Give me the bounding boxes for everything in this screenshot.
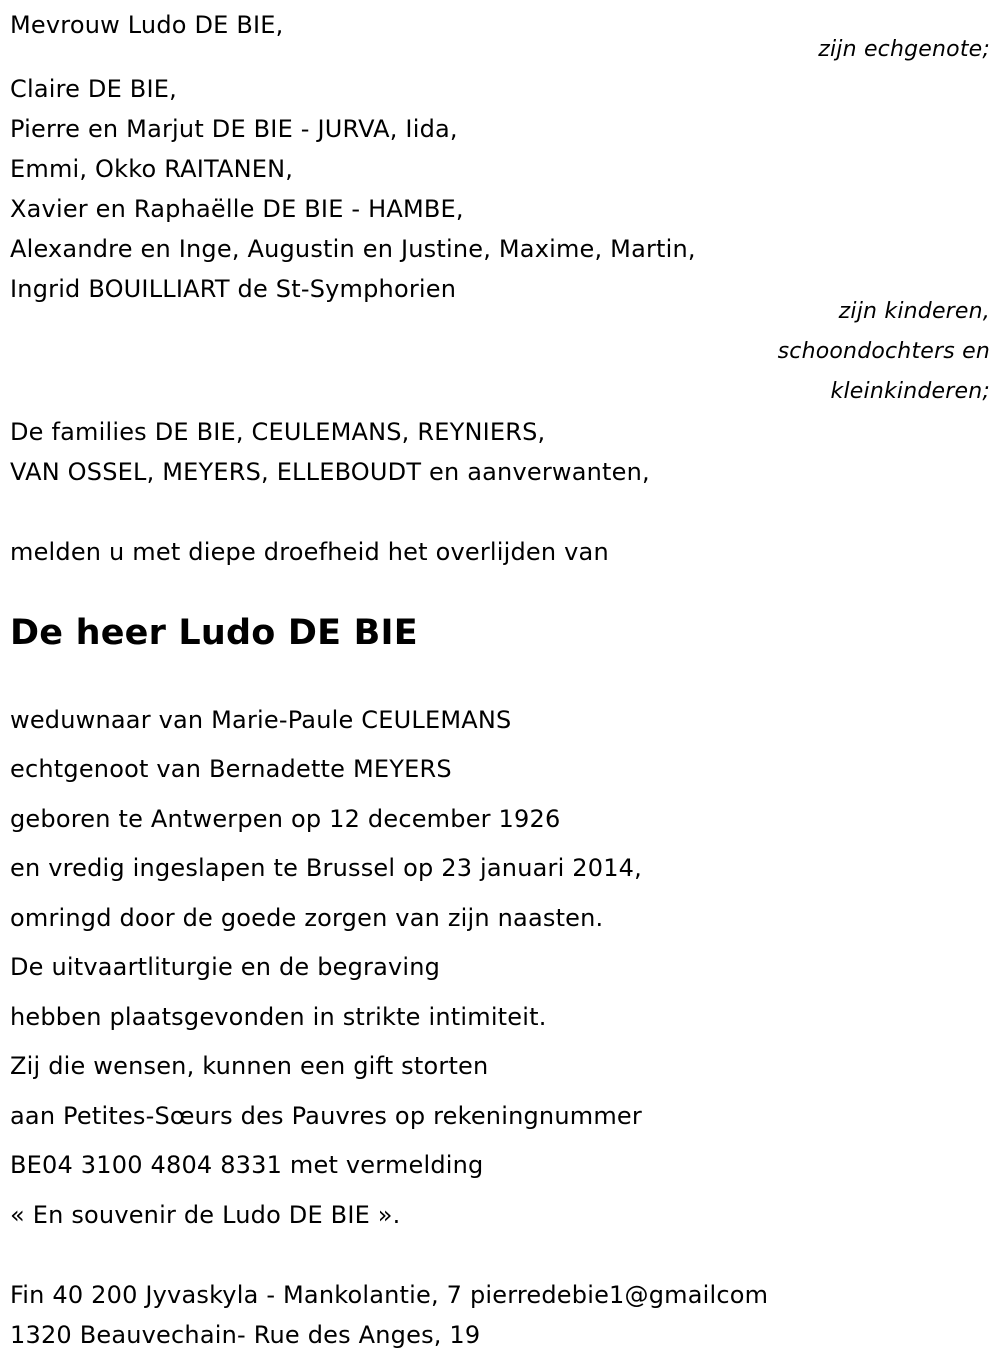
- detail-line: echtgenoot van Bernadette MEYERS: [10, 755, 452, 783]
- detail-line: geboren te Antwerpen op 12 december 1926: [10, 805, 561, 833]
- families-line: De families DE BIE, CEULEMANS, REYNIERS,: [10, 418, 546, 446]
- detail-line: aan Petites-Sœurs des Pauvres op rekeningnummer: [10, 1102, 642, 1130]
- detail-line: De uitvaartliturgie en de begraving: [10, 953, 441, 981]
- children-line: Alexandre en Inge, Augustin en Justine, Maxime, Martin,: [10, 235, 696, 263]
- children-line: Ingrid BOUILLIART de St-Symphorien: [10, 275, 457, 303]
- detail-line: Zij die wensen, kunnen een gift storten: [10, 1052, 489, 1080]
- children-line: Emmi, Okko RAITANEN,: [10, 155, 294, 183]
- detail-line: « En souvenir de Ludo DE BIE ».: [10, 1201, 401, 1229]
- families-line: VAN OSSEL, MEYERS, ELLEBOUDT en aanverwanten,: [10, 458, 650, 486]
- detail-line: omringd door de goede zorgen van zijn naasten.: [10, 904, 604, 932]
- announcement-text: melden u met diepe droefheid het overlijden van: [10, 538, 609, 566]
- deceased-name: De heer Ludo DE BIE: [10, 613, 418, 653]
- address-line: 1320 Beauvechain- Rue des Anges, 19: [10, 1321, 481, 1349]
- detail-line: BE04 3100 4804 8331 met vermelding: [10, 1151, 484, 1179]
- detail-line: weduwnaar van Marie-Paule CEULEMANS: [10, 706, 512, 734]
- children-role: zijn kinderen,: [838, 299, 990, 324]
- children-line: Xavier en Raphaëlle DE BIE - HAMBE,: [10, 195, 464, 223]
- spouse-name: Mevrouw Ludo DE BIE,: [10, 11, 284, 39]
- children-line: Claire DE BIE,: [10, 75, 177, 103]
- children-role: schoondochters en: [777, 339, 990, 364]
- detail-line: hebben plaatsgevonden in strikte intimiteit.: [10, 1003, 547, 1031]
- children-line: Pierre en Marjut DE BIE - JURVA, Iida,: [10, 115, 458, 143]
- children-role: kleinkinderen;: [830, 379, 990, 404]
- detail-line: en vredig ingeslapen te Brussel op 23 januari 2014,: [10, 854, 642, 882]
- address-line: Fin 40 200 Jyvaskyla - Mankolantie, 7 pierredebie1@gmailcom: [10, 1281, 769, 1309]
- spouse-role: zijn echgenote;: [818, 37, 990, 62]
